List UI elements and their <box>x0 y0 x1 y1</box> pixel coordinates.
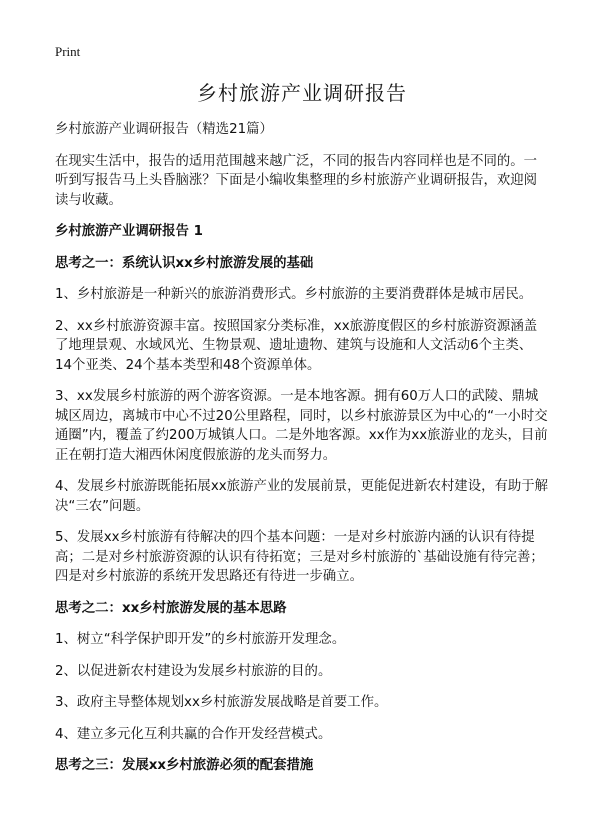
list-item: 2、xx乡村旅游资源丰富。按照国家分类标准，xx旅游度假区的乡村旅游资源涵盖了地理景观、水域风光、生物景观、遗址遗物、建筑与设施和人文活动6个主类、14个亚类、24个基本类型和48个资源单体。 <box>55 318 538 373</box>
list-item: 3、xx发展乡村旅游的两个游客资源。一是本地客源。拥有60万人口的武陵、鼎城城区周边，离城市中心不过20公里路程，同时，以乡村旅游景区为中心的“一小时交通圈”内，覆盖了约200万城镇人口。二是外地客源。xx作为xx旅游业的龙头，目前正在朝打造大湘西休闲度假旅游的龙头而努力。 <box>55 389 548 463</box>
list-item: 4、发展乡村旅游既能拓展xx旅游产业的发展前景，更能促进新农村建设，有助于解决“三农”问题。 <box>55 479 549 514</box>
intro-paragraph: 在现实生活中，报告的适用范围越来越广泛，不同的报告内容同样也是不同的。一听到写报告马上头昏脑涨？下面是小编收集整理的乡村旅游产业调研报告，欢迎阅读与收藏。 <box>55 153 538 208</box>
list-item: 1、乡村旅游是一种新兴的旅游消费形式。乡村旅游的主要消费群体是城市居民。 <box>55 287 533 302</box>
print-link[interactable]: Print <box>55 44 81 59</box>
list-item: 5、发展xx乡村旅游有待解决的四个基本问题：一是对乡村旅游内涵的认识有待提高；二是对乡村旅游资源的认识有待拓宽；三是对乡村旅游的`基础设施有待完善；四是对乡村旅游的系统开发思路还有待进一步确立。 <box>55 530 544 584</box>
subtitle: 乡村旅游产业调研报告（精选21篇） <box>55 122 273 137</box>
section-title: 乡村旅游产业调研报告 1 <box>55 224 203 239</box>
list-item: 2、以促进新农村建设为发展乡村旅游的目的。 <box>55 663 332 679</box>
part3-heading: 思考之三：发展xx乡村旅游必须的配套措施 <box>55 758 314 773</box>
part1-heading: 思考之一：系统认识xx乡村旅游发展的基础 <box>55 255 314 271</box>
list-item: 1、树立“科学保护即开发”的乡村旅游开发理念。 <box>55 632 346 647</box>
list-item: 4、建立多元化互利共赢的合作开发经营模式。 <box>55 726 332 742</box>
document-body <box>55 80 549 788</box>
list-item: 3、政府主导整体规划xx乡村旅游发展战略是首要工作。 <box>55 695 388 710</box>
page-title: 乡村旅游产业调研报告 <box>197 81 407 105</box>
part2-heading: 思考之二：xx乡村旅游发展的基本思路 <box>55 600 287 616</box>
